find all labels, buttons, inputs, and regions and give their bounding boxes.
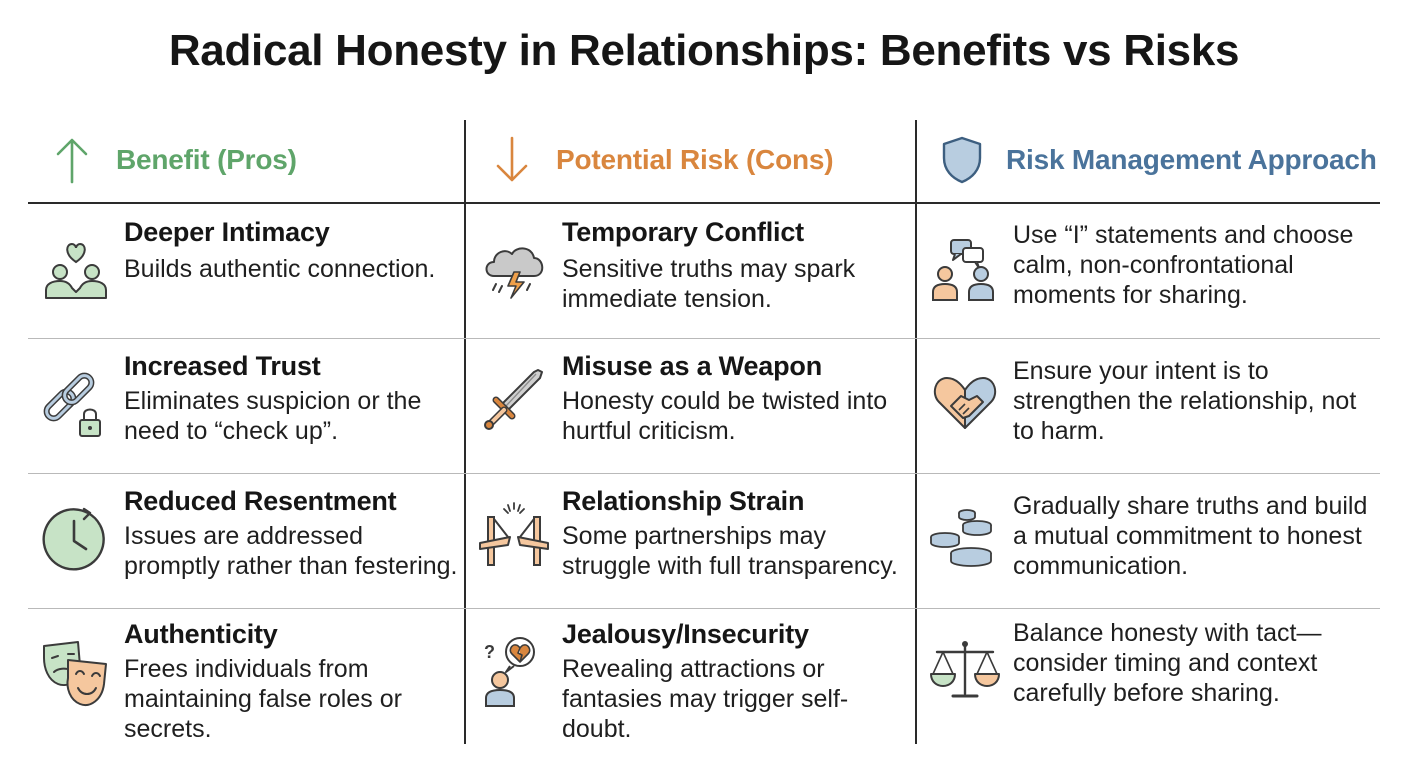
benefit-description: Issues are addressed promptly rather than festering.	[124, 522, 458, 580]
benefit-title: Deeper Intimacy	[124, 217, 330, 247]
benefit-cell	[28, 212, 464, 332]
management-cell	[917, 212, 1380, 332]
heart-handshake-icon	[929, 366, 1001, 438]
management-description: Ensure your intent is to strengthen the relationship, not to harm.	[1013, 357, 1357, 445]
page-title: Radical Honesty in Relationships: Benefits vs Risks	[168, 26, 1240, 75]
risk-title: Temporary Conflict	[562, 217, 804, 247]
conversation-icon	[929, 234, 1001, 306]
risk-description: Honesty could be twisted into hurtful criticism.	[562, 387, 888, 445]
risk-cell	[466, 618, 915, 748]
header-risk-label: Potential Risk (Cons)	[556, 144, 834, 175]
benefit-title: Increased Trust	[124, 351, 321, 381]
svg-text:?: ?	[484, 642, 495, 662]
risk-description: Revealing attractions or fantasies may trigger self-doubt.	[562, 655, 849, 743]
row-divider	[28, 338, 1380, 339]
couple-heart-icon	[40, 232, 112, 304]
benefit-cell	[28, 618, 464, 748]
management-cell	[917, 483, 1380, 603]
benefit-title: Authenticity	[124, 619, 278, 649]
risk-cell	[466, 348, 915, 468]
risk-cell	[466, 212, 915, 332]
row-divider	[28, 608, 1380, 609]
header-risk	[486, 118, 833, 202]
risk-title: Relationship Strain	[562, 486, 805, 516]
benefit-cell	[28, 348, 464, 468]
management-description: Gradually share truths and build a mutual commitment to honest communication.	[1013, 492, 1368, 580]
risk-title: Misuse as a Weapon	[562, 351, 822, 381]
storm-cloud-icon	[478, 234, 550, 306]
broken-bridge-icon	[478, 499, 550, 571]
management-cell	[917, 348, 1380, 468]
management-description: Use “I” statements and choose calm, non-confrontational moments for sharing.	[1013, 221, 1354, 309]
header-benefit-label: Benefit (Pros)	[116, 144, 297, 175]
benefit-description: Eliminates suspicion or the need to “check up”.	[124, 387, 422, 445]
risk-title: Jealousy/Insecurity	[562, 619, 809, 649]
management-description: Balance honesty with tact—consider timing and context carefully before sharing.	[1013, 619, 1322, 707]
arrow-up-icon	[46, 134, 98, 186]
comparison-table	[28, 118, 1380, 748]
risk-description: Some partnerships may struggle with full transparency.	[562, 522, 898, 580]
coin-steps-icon	[929, 501, 1001, 573]
benefit-cell	[28, 483, 464, 603]
management-cell	[917, 618, 1380, 748]
risk-cell	[466, 483, 915, 603]
chain-lock-icon	[40, 368, 112, 440]
theater-masks-icon	[40, 638, 112, 710]
header-benefit	[46, 118, 297, 202]
row-divider	[28, 473, 1380, 474]
broken-heart-thought-icon	[478, 636, 550, 708]
header-management	[936, 118, 1377, 202]
sword-icon	[478, 364, 550, 436]
clock-icon	[40, 503, 112, 575]
benefit-description: Frees individuals from maintaining false roles or secrets.	[124, 655, 402, 743]
benefit-description: Builds authentic connection.	[124, 255, 436, 283]
benefit-title: Reduced Resentment	[124, 486, 397, 516]
header-management-label: Risk Management Approach	[1006, 144, 1377, 175]
risk-description: Sensitive truths may spark immediate tension.	[562, 255, 856, 313]
balance-scale-icon	[929, 634, 1001, 706]
arrow-down-icon	[486, 134, 538, 186]
header-divider	[28, 202, 1380, 204]
shield-icon	[936, 134, 988, 186]
